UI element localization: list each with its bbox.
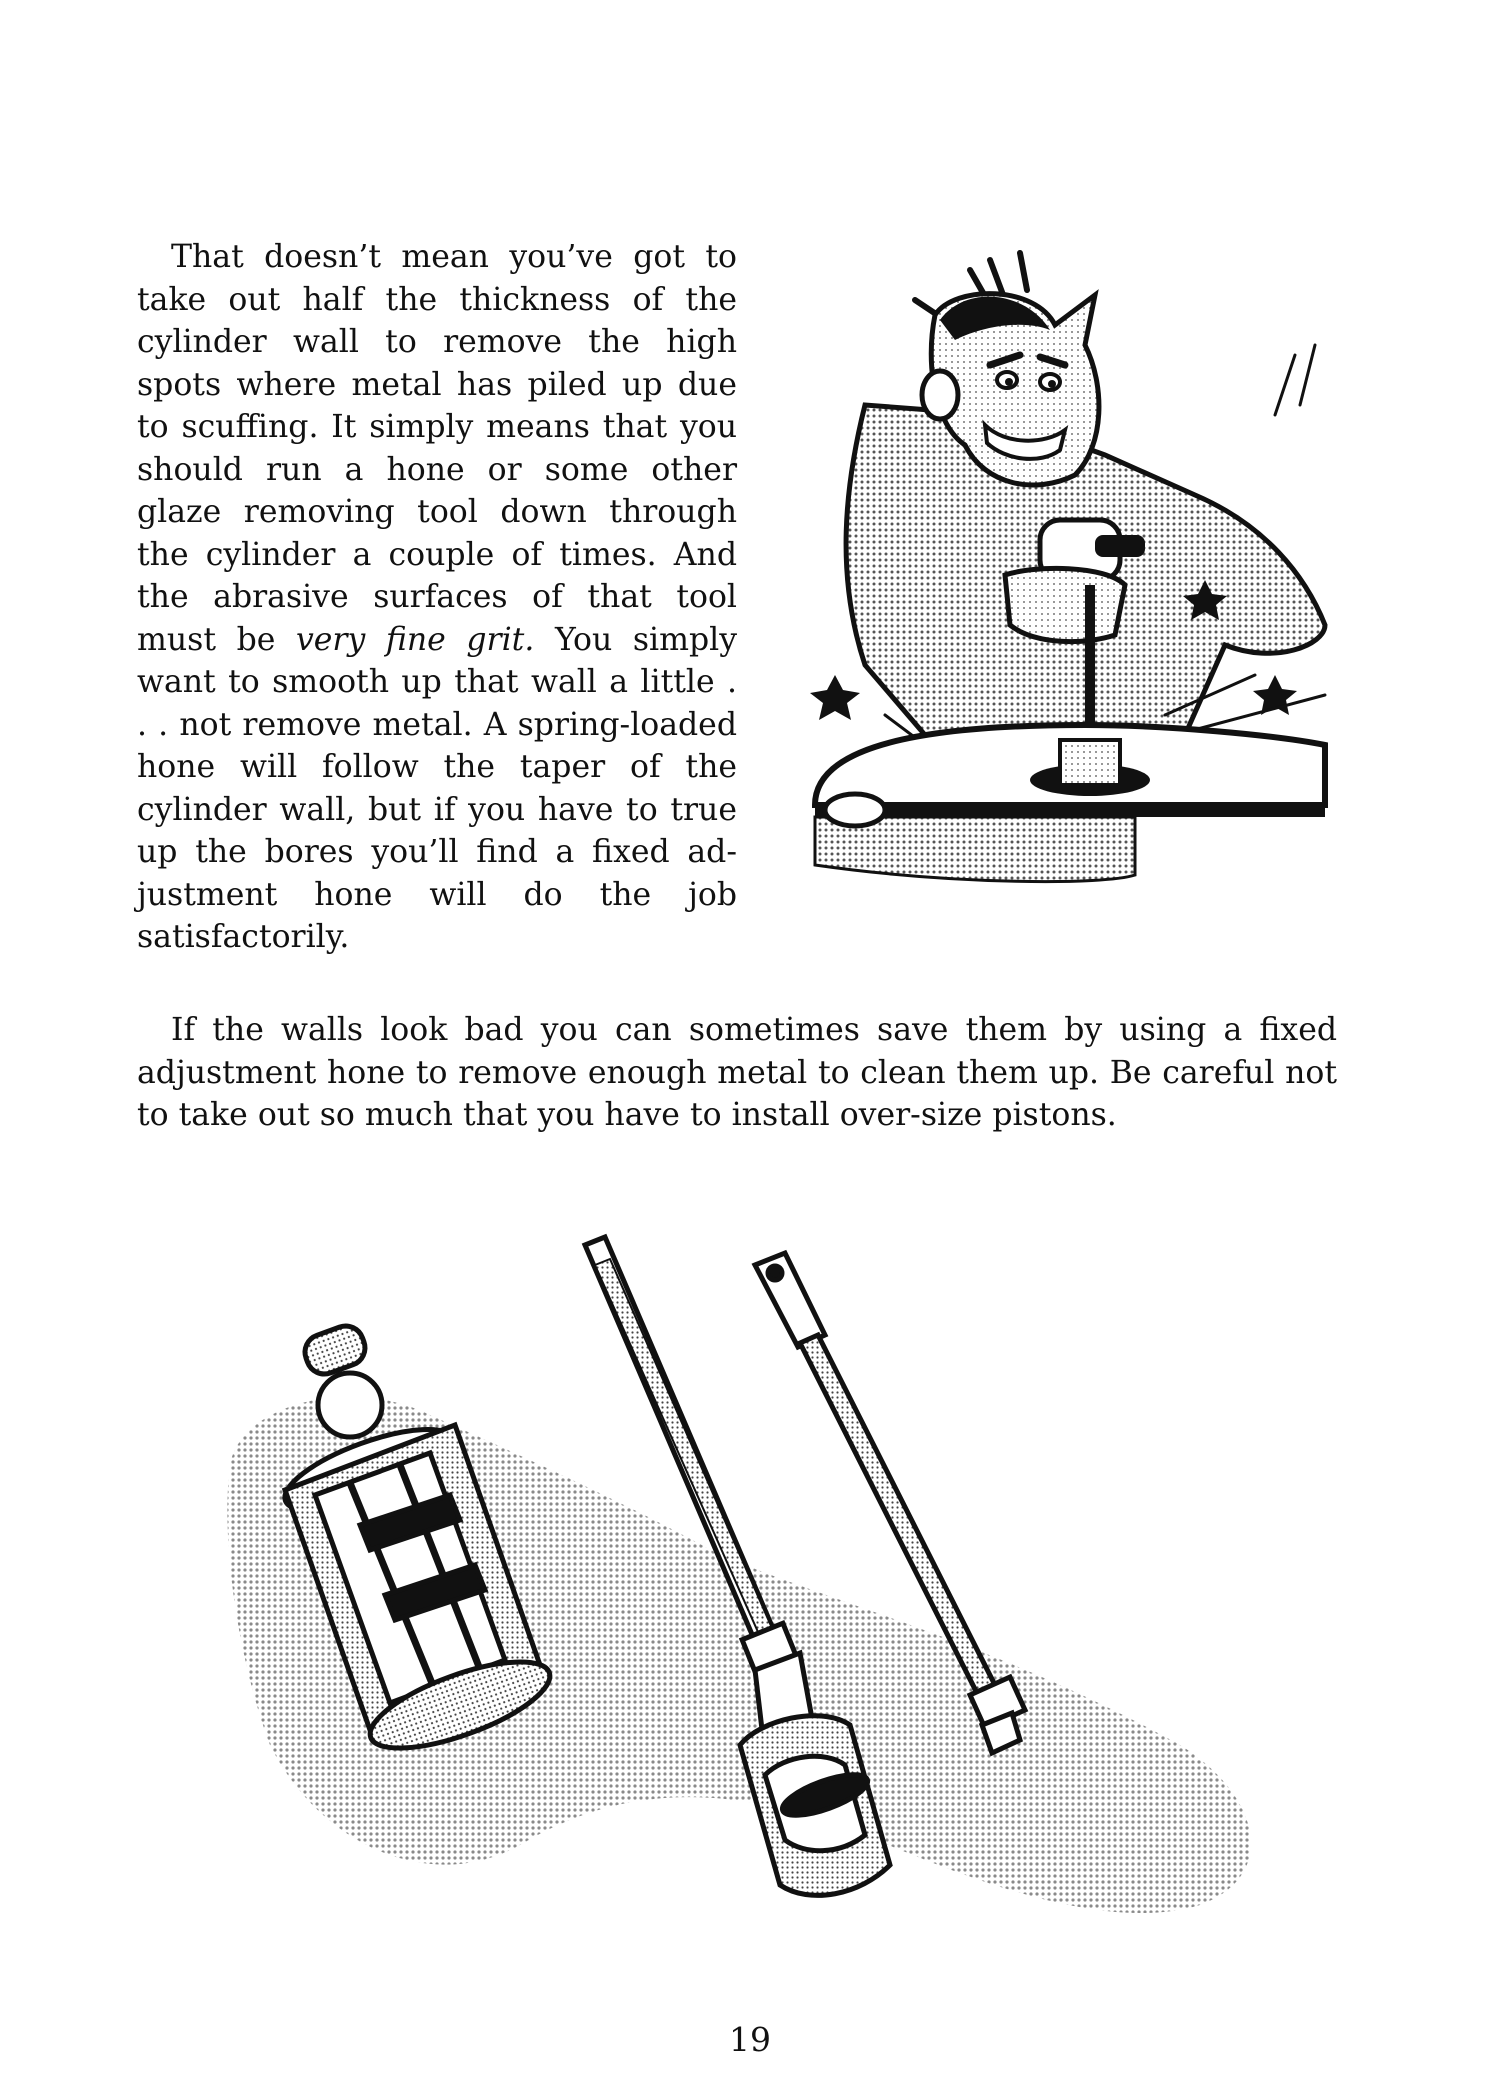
- paragraph-1-part-b: You simply want to smooth up that wall a little . . . not remove metal. A spring-loaded hone will follow the taper of the cylinder wall, but if you have to true up the bores you’ll find a fixed ad-justment hone will do the job satisfactorily.: [137, 621, 737, 955]
- emphasis-very-fine-grit: very fine grit.: [295, 621, 535, 658]
- paragraph-2: If the walls look bad you can sometimes save them by using a fixed adjustment hone to remove enough metal to clean them up. Be careful not to take out so much that you have to install over-size pistons.: [137, 1012, 1337, 1133]
- mechanic-honing-illustration: [805, 245, 1365, 895]
- paragraph-1-part-a: That doesn’t mean you’ve got to take out half the thickness of the cylinder wall to remove the high spots where metal has piled up due to scuffing. It simply means that you should run a hone or some other glaze removing tool down through the cylinder a couple of times. And the abrasive surfaces of that tool must be: [137, 239, 737, 658]
- body-text-column: [137, 236, 737, 959]
- paragraph-1: [137, 236, 737, 959]
- page-number: 19: [729, 2020, 771, 2059]
- hone-tools-illustration: [200, 1225, 1300, 1945]
- body-text-full-width: [137, 1009, 1337, 1137]
